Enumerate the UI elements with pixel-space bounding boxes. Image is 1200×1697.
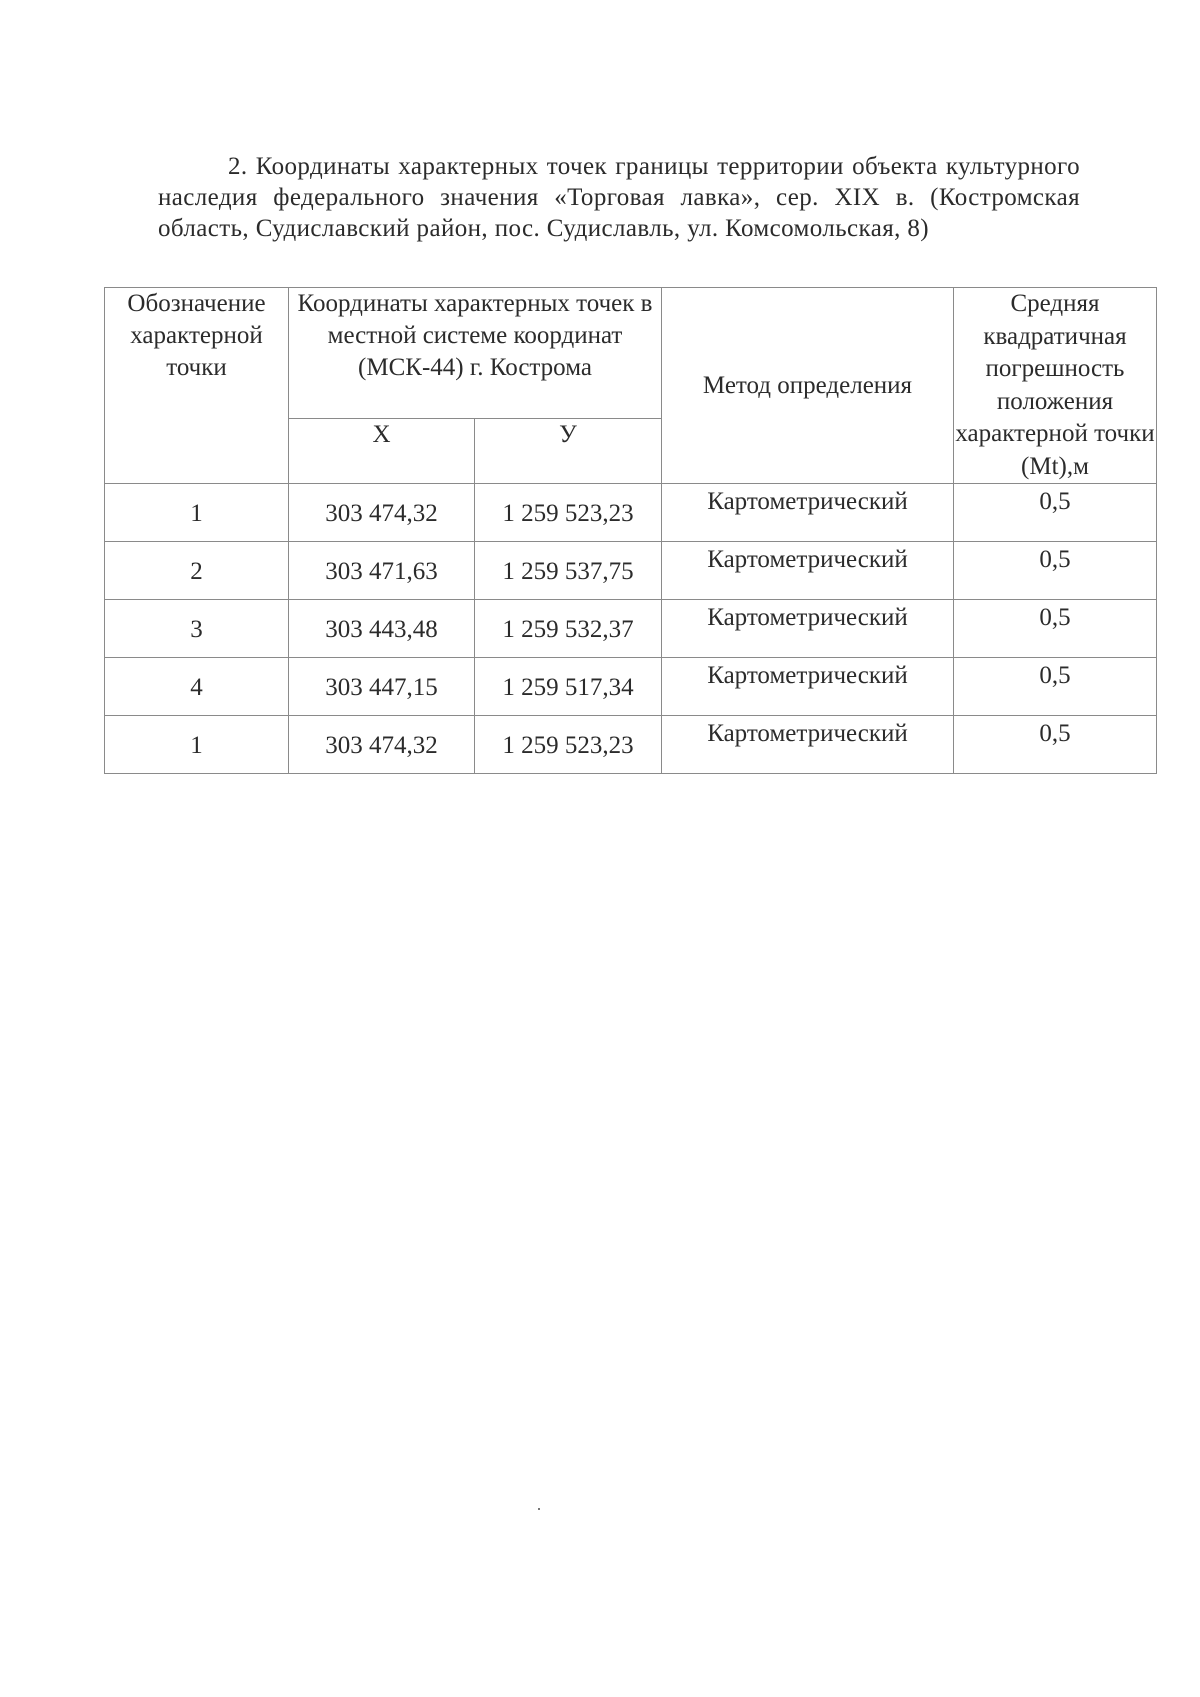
cell-y: 1 259 517,34 [475, 658, 662, 716]
cell-point: 4 [105, 658, 289, 716]
cell-point: 3 [105, 600, 289, 658]
cell-point: 1 [105, 484, 289, 542]
cell-method: Картометрический [662, 484, 954, 542]
cell-y: 1 259 537,75 [475, 542, 662, 600]
section-heading: 2. Координаты характерных точек границы территории объекта культурного наследия федерального значения «Торговая лавка», сер. XIX в. (Костромская область, Судиславский район, пос. Судиславль, ул. Комсомольская, 8) [158, 153, 1080, 242]
scan-speck [538, 1508, 540, 1510]
cell-y: 1 259 523,23 [475, 716, 662, 774]
table-header [105, 288, 1157, 484]
header-y: У [475, 419, 662, 484]
cell-method: Картометрический [662, 542, 954, 600]
cell-method: Картометрический [662, 600, 954, 658]
cell-point: 2 [105, 542, 289, 600]
table-row [105, 600, 1157, 658]
cell-y: 1 259 532,37 [475, 600, 662, 658]
cell-method: Картометрический [662, 716, 954, 774]
cell-x: 303 474,32 [289, 716, 475, 774]
cell-point: 1 [105, 716, 289, 774]
cell-x: 303 443,48 [289, 600, 475, 658]
cell-x: 303 471,63 [289, 542, 475, 600]
header-x: X [289, 419, 475, 484]
table-row [105, 716, 1157, 774]
table-row [105, 658, 1157, 716]
table-row [105, 484, 1157, 542]
header-method: Метод определения [662, 288, 954, 484]
coordinates-table [104, 287, 1157, 774]
cell-method: Картометрический [662, 658, 954, 716]
cell-x: 303 447,15 [289, 658, 475, 716]
cell-error: 0,5 [954, 542, 1157, 600]
cell-error: 0,5 [954, 484, 1157, 542]
header-error: Средняя квадратичная погрешность положения характерной точки (Mt),м [954, 288, 1157, 484]
header-coords: Координаты характерных точек в местной системе координат (МСК-44) г. Кострома [289, 288, 662, 419]
cell-error: 0,5 [954, 600, 1157, 658]
header-point: Обозначение характерной точки [105, 288, 289, 484]
cell-x: 303 474,32 [289, 484, 475, 542]
table-body [105, 484, 1157, 774]
cell-y: 1 259 523,23 [475, 484, 662, 542]
table-row [105, 542, 1157, 600]
cell-error: 0,5 [954, 716, 1157, 774]
cell-error: 0,5 [954, 658, 1157, 716]
